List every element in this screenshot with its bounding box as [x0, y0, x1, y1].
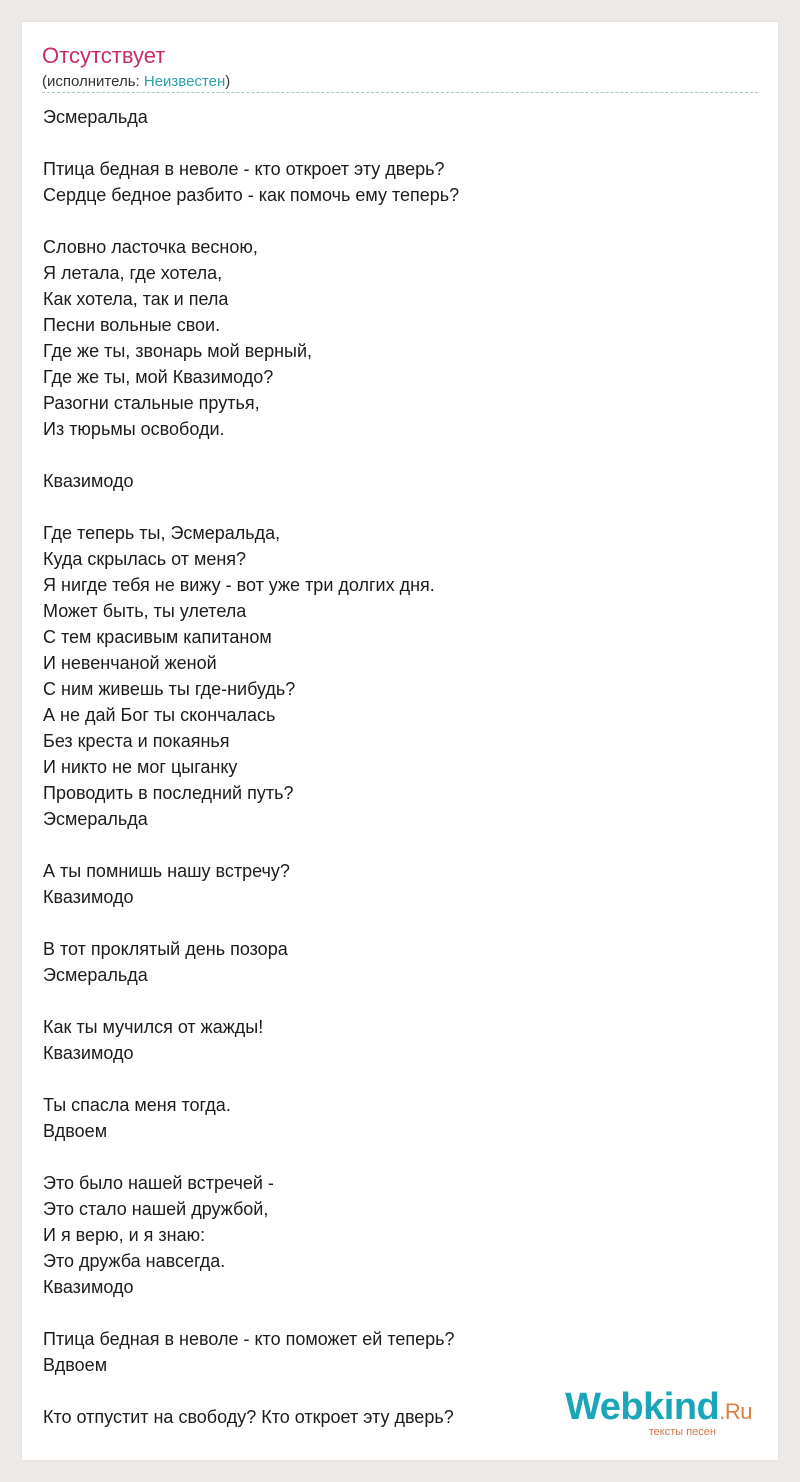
artist-prefix: (исполнитель: [42, 73, 144, 90]
lyric-line: Как ты мучился от жажды! [43, 1017, 264, 1037]
lyric-line: Это дружба навсегда. [43, 1251, 226, 1271]
lyric-line: Квазимодо [43, 887, 134, 907]
lyric-line: Это было нашей встречей - [43, 1173, 274, 1193]
lyric-blank-line [43, 1378, 459, 1404]
lyric-line: С ним живешь ты где-нибудь? [43, 679, 296, 699]
lyric-line: Птица бедная в неволе - кто откроет эту дверь? [43, 159, 445, 179]
lyrics-text [43, 104, 459, 1430]
lyric-blank-line [43, 1144, 459, 1170]
lyric-line: Это стало нашей дружбой, [43, 1199, 269, 1219]
lyric-line: Эсмеральда [43, 809, 148, 829]
lyric-blank-line [43, 1300, 459, 1326]
lyric-line: Из тюрьмы освободи. [43, 419, 225, 439]
lyric-line: Где же ты, звонарь мой верный, [43, 341, 313, 361]
lyric-line: Кто отпустит на свободу? Кто откроет эту дверь? [43, 1407, 454, 1427]
logo-tld: .Ru [719, 1399, 752, 1424]
lyric-blank-line [43, 494, 459, 520]
lyric-line: Может быть, ты улетела [43, 601, 247, 621]
lyric-blank-line [43, 130, 459, 156]
lyric-line: Эсмеральда [43, 965, 148, 985]
lyric-blank-line [43, 988, 459, 1014]
lyric-line: Квазимодо [43, 471, 134, 491]
logo-wordmark [565, 1386, 752, 1430]
lyric-line: Я летала, где хотела, [43, 263, 223, 283]
lyric-line: Проводить в последний путь? [43, 783, 294, 803]
lyric-line: И невенчаной женой [43, 653, 217, 673]
lyric-line: Птица бедная в неволе - кто поможет ей теперь? [43, 1329, 455, 1349]
artist-suffix: ) [225, 73, 231, 90]
lyric-blank-line [43, 442, 459, 468]
lyric-line: Я нигде тебя не вижу - вот уже три долгих дня. [43, 575, 435, 595]
lyric-blank-line [43, 832, 459, 858]
lyric-line: Куда скрылась от меня? [43, 549, 247, 569]
artist-line [42, 72, 230, 92]
lyric-line: Квазимодо [43, 1277, 134, 1297]
lyric-blank-line [43, 208, 459, 234]
lyric-line: Где теперь ты, Эсмеральда, [43, 523, 281, 543]
lyric-blank-line [43, 1066, 459, 1092]
lyrics-card [22, 22, 778, 1460]
lyric-line: Словно ласточка весною, [43, 237, 258, 257]
lyric-line: И никто не мог цыганку [43, 757, 238, 777]
lyric-blank-line [43, 910, 459, 936]
lyric-line: Без креста и покаянья [43, 731, 230, 751]
logo-tagline: тексты песен [648, 1426, 716, 1438]
lyric-line: Квазимодо [43, 1043, 134, 1063]
lyric-line: А ты помнишь нашу встречу? [43, 861, 290, 881]
artist-link[interactable]: Неизвестен [143, 73, 226, 90]
lyric-line: А не дай Бог ты скончалась [43, 705, 276, 725]
site-logo[interactable] [565, 1386, 752, 1438]
lyric-line: Песни вольные свои. [43, 315, 221, 335]
lyric-line: Сердце бедное разбито - как помочь ему теперь? [43, 185, 460, 205]
lyric-line: Где же ты, мой Квазимодо? [43, 367, 274, 387]
lyric-line: Как хотела, так и пела [43, 289, 229, 309]
header-divider [42, 92, 758, 93]
logo-name: Webkind [565, 1386, 720, 1428]
lyric-line: И я верю, и я знаю: [43, 1225, 206, 1245]
lyric-line: Вдвоем [43, 1355, 108, 1375]
lyric-line: Ты спасла меня тогда. [43, 1095, 231, 1115]
lyric-line: Эсмеральда [43, 107, 148, 127]
lyric-line: В тот проклятый день позора [43, 939, 288, 959]
lyric-line: Вдвоем [43, 1121, 108, 1141]
lyric-line: Разогни стальные прутья, [43, 393, 260, 413]
song-title: Отсутствует [42, 43, 166, 68]
lyric-line: С тем красивым капитаном [43, 627, 272, 647]
